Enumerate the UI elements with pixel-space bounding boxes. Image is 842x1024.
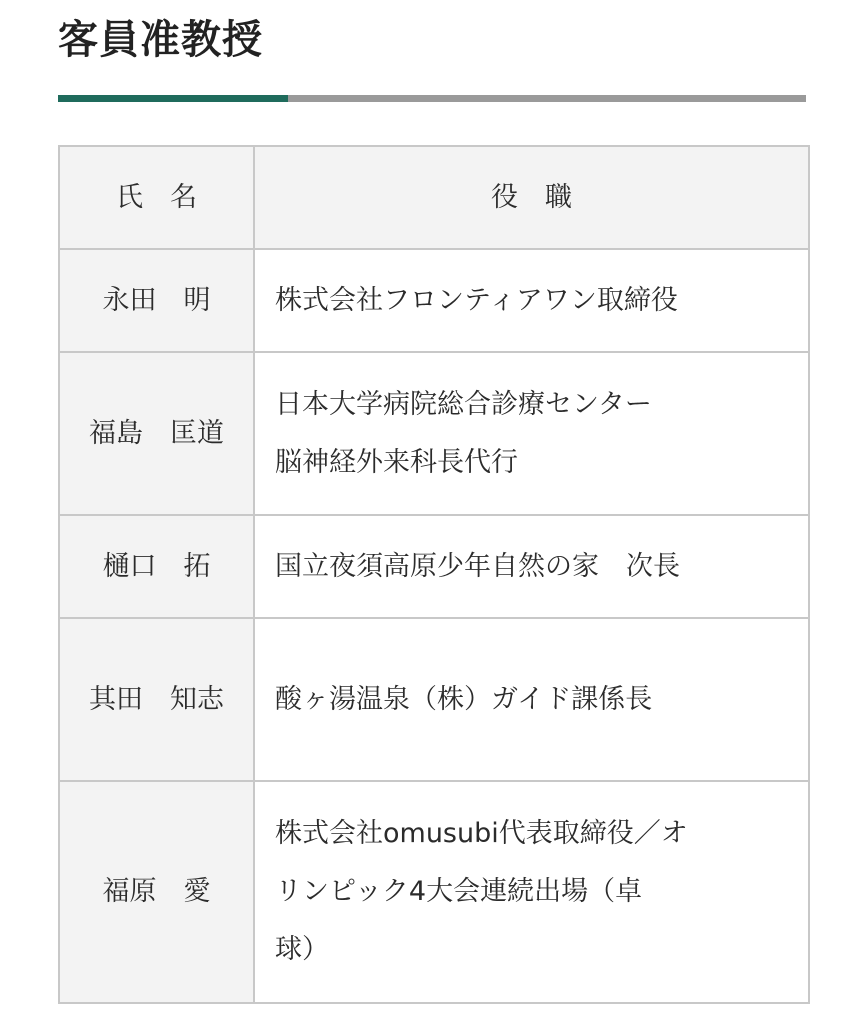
visiting-associate-professors-table bbox=[58, 145, 810, 1004]
page-title: 客員准教授 bbox=[58, 17, 263, 63]
table-row bbox=[59, 352, 809, 515]
title-underline bbox=[58, 95, 806, 102]
role-cell: 株式会社フロンティアワン取締役 bbox=[254, 249, 809, 352]
header-role: 役 職 bbox=[254, 146, 809, 249]
table-row bbox=[59, 249, 809, 352]
table-row bbox=[59, 781, 809, 1003]
table-header-row bbox=[59, 146, 809, 249]
table-row bbox=[59, 618, 809, 781]
name-cell: 永田 明 bbox=[59, 249, 254, 352]
role-cell: 日本大学病院総合診療センター 脳神経外来科長代行 bbox=[254, 352, 809, 515]
title-underline-accent bbox=[58, 95, 288, 102]
table-row bbox=[59, 515, 809, 618]
name-cell: 其田 知志 bbox=[59, 618, 254, 781]
header-name: 氏 名 bbox=[59, 146, 254, 249]
name-cell: 福原 愛 bbox=[59, 781, 254, 1003]
role-cell: 酸ヶ湯温泉（株）ガイド課係長 bbox=[254, 618, 809, 781]
name-cell: 福島 匡道 bbox=[59, 352, 254, 515]
name-cell: 樋口 拓 bbox=[59, 515, 254, 618]
role-cell: 国立夜須高原少年自然の家 次長 bbox=[254, 515, 809, 618]
role-cell: 株式会社omusubi代表取締役／オ リンピック4大会連続出場（卓 球） bbox=[254, 781, 809, 1003]
